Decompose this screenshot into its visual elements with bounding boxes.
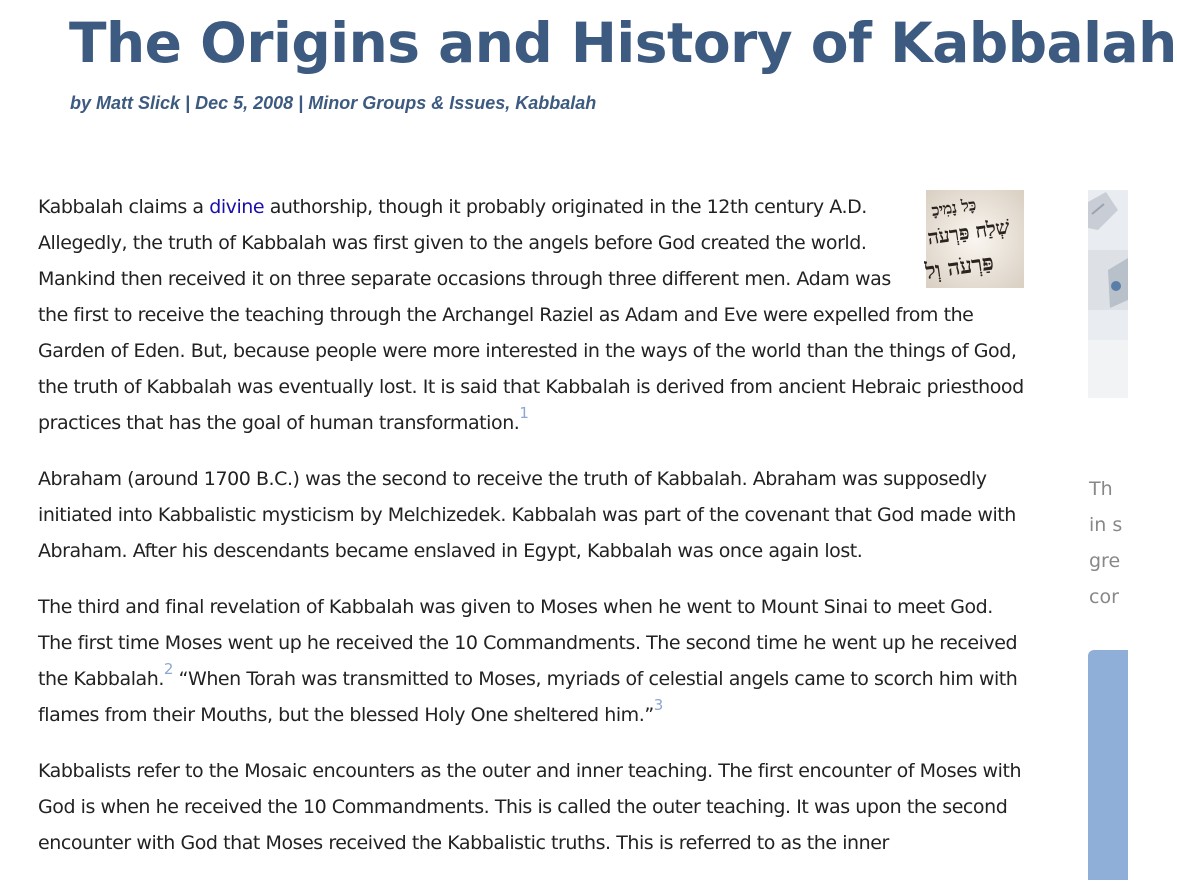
svg-text:כָּל נָמִיכָ: כָּל נָמִיכָ xyxy=(930,194,977,220)
category-link-minor-groups[interactable]: Minor Groups & Issues xyxy=(308,93,506,113)
meta-separator: | xyxy=(180,93,196,113)
meta-by: by xyxy=(70,93,97,113)
hebrew-text-thumbnail xyxy=(923,190,1024,288)
footnote-3[interactable]: 3 xyxy=(653,696,663,714)
footnote-1[interactable]: 1 xyxy=(519,404,529,422)
author-link[interactable]: Matt Slick xyxy=(96,93,181,113)
article-body xyxy=(38,189,1028,881)
sidebar-image[interactable] xyxy=(1088,190,1128,398)
paragraph-4: Kabbalists refer to the Mosaic encounters as the outer and inner teaching. The first encounter of Moses with God is when he received the 10 Commandments. This is called the outer teaching. It was upon the second encounter with God that Moses received the Kabbalistic truths. This is referred to as the inner xyxy=(38,760,1022,854)
svg-text:שְׁלַח פַּרְעֹה: שְׁלַח פַּרְעֹה xyxy=(925,214,1011,250)
page-title: The Origins and History of Kabbalah xyxy=(69,11,1177,75)
divine-link[interactable]: divine xyxy=(209,196,265,218)
sidebar-panel xyxy=(1088,650,1128,880)
post-date: Dec 5, 2008 xyxy=(195,93,294,113)
footnote-2[interactable]: 2 xyxy=(163,660,174,678)
sidebar-text: Th in s gre cor xyxy=(1089,478,1123,608)
svg-text:פַּרְעֹה וְל: פַּרְעֹה וְל xyxy=(923,249,995,285)
category-link-kabbalah[interactable]: Kabbalah xyxy=(515,93,597,113)
post-meta xyxy=(70,91,596,115)
paragraph-2: Abraham (around 1700 B.C.) was the second to receive the truth of Kabbalah. Abraham was supposedly initiated into Kabbalistic mysticism by Melchizedek. Kabbalah was part of the covenant that God made with Abraham. After his descendants became enslaved in Egypt, Kabbalah was once again lost. xyxy=(38,468,1016,562)
meta-comma: , xyxy=(505,93,516,113)
meta-separator: | xyxy=(293,93,309,113)
paragraph-3: The third and final revelation of Kabbalah was given to Moses when he went to Mount Sinai to meet God. The first time Moses went up he received the 10 Commandments. The second time he went up he received the Kabbalah.$^2$ “When Torah was transmitted to Moses, myriads of celestial angels came to scorch him with flames from their Mouths, but the blessed Holy One sheltered him.”$^3$ xyxy=(38,596,1018,726)
paragraph-1: Kabbalah claims a divine authorship, though it probably originated in the 12th century A.D. Allegedly, the truth of Kabbalah was first given to the angels before God created the world. Mankind then received it on three separate occasions through three different men. Adam was the first to receive the teaching through the Archangel Raziel as Adam and Eve were expelled from the Garden of Eden. But, because people were more interested in the ways of the world than the things of God, the truth of Kabbalah was eventually lost. It is said that Kabbalah is derived from ancient Hebraic priesthood practices that has the goal of human transformation.$^1$ xyxy=(38,196,1024,434)
